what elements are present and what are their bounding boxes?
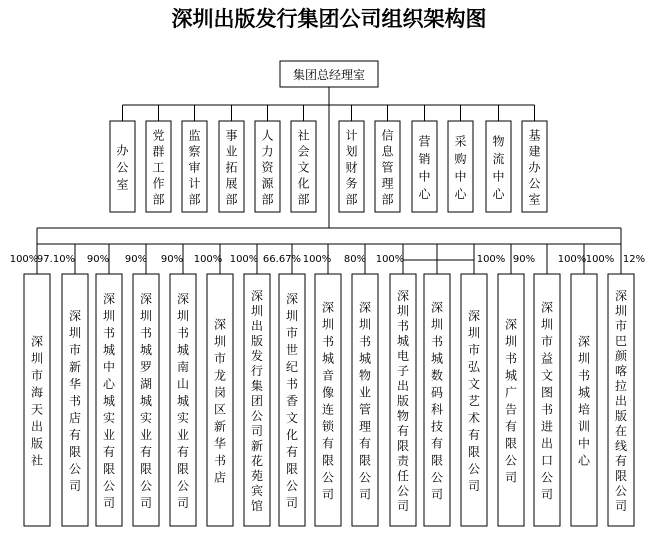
subsidiary-label: 深圳书城音像连锁有限公司 <box>321 300 335 502</box>
subsidiary-label: 深圳书城南山城实业有限公司 <box>176 292 190 510</box>
department-node <box>339 121 364 212</box>
share-label: 97.10% <box>36 254 76 265</box>
share-label: 80% <box>343 254 367 265</box>
share-label: 90% <box>86 254 110 265</box>
department-node <box>412 121 437 212</box>
subsidiary-node <box>62 274 88 526</box>
share-labels <box>10 254 645 265</box>
subsidiary-label: 深圳市益文图书进出口公司 <box>540 300 554 502</box>
subsidiary-node <box>133 274 159 526</box>
department-label: 社会文化部 <box>297 128 310 207</box>
department-node <box>110 121 135 212</box>
department-node <box>182 121 207 212</box>
subsidiary-label: 深圳书城中心城实业有限公司 <box>102 292 116 510</box>
subsidiary-node <box>315 274 341 526</box>
share-label: 90% <box>512 254 536 265</box>
share-label: 66.67% <box>262 254 302 265</box>
root-node <box>280 61 378 87</box>
subsidiary-label: 深圳市弘文艺术有限公司 <box>467 309 481 493</box>
subsidiary-node <box>279 274 305 526</box>
department-label: 办公室 <box>116 143 129 192</box>
subsidiary-label: 深圳书城数码科技有限公司 <box>430 300 444 502</box>
subsidiary-label: 深圳书城广告有限公司 <box>504 317 518 485</box>
department-label: 营销中心 <box>418 134 431 201</box>
department-node <box>486 121 511 212</box>
department-node <box>448 121 473 212</box>
subsidiary-label: 深圳市新华书店有限公司 <box>68 309 82 493</box>
chart-title: 深圳出版发行集团公司组织架构图 <box>171 7 487 31</box>
department-node <box>146 121 171 212</box>
share-label: 12% <box>622 254 646 265</box>
subsidiary-label: 深圳书城罗湖城实业有限公司 <box>139 292 153 510</box>
department-label: 党群工作部 <box>152 128 165 207</box>
share-label: 100% <box>229 254 259 265</box>
department-node <box>522 121 547 212</box>
department-node <box>291 121 316 212</box>
department-label: 人力资源部 <box>261 128 274 207</box>
subsidiary-node <box>96 274 122 526</box>
subsidiary-node <box>571 274 597 526</box>
subsidiary-node <box>352 274 378 526</box>
subsidiary-label: 深圳书城电子出版物有限责任公司 <box>396 289 410 513</box>
subsidiary-node <box>207 274 233 526</box>
share-label: 100% <box>557 254 587 265</box>
share-label: 100% <box>585 254 615 265</box>
share-label: 100% <box>302 254 332 265</box>
share-label: 90% <box>124 254 148 265</box>
subsidiary-node <box>534 274 560 526</box>
subsidiary-label: 深圳出版发行集团公司新花苑宾馆 <box>250 289 264 513</box>
subsidiary-node <box>498 274 524 526</box>
subsidiary-label: 深圳书城培训中心 <box>577 334 591 468</box>
department-label: 基建办公室 <box>528 128 541 207</box>
share-label: 100% <box>9 254 39 265</box>
share-label: 100% <box>193 254 223 265</box>
department-label: 采购中心 <box>454 134 467 201</box>
department-node <box>375 121 400 212</box>
share-label: 100% <box>476 254 506 265</box>
subsidiary-label: 深圳市龙岗区新华书店 <box>213 317 227 485</box>
department-label: 监察审计部 <box>188 128 201 207</box>
subsidiary-node <box>170 274 196 526</box>
subsidiary-node <box>424 274 450 526</box>
subsidiary-node <box>244 274 270 526</box>
root-node-label: 集团总经理室 <box>292 68 366 82</box>
subsidiary-label: 深圳市巴颜喀拉出版在线有限公司 <box>614 289 628 513</box>
share-label: 90% <box>160 254 184 265</box>
subsidiary-node <box>24 274 50 526</box>
department-label: 事业拓展部 <box>225 128 238 207</box>
department-label: 计划财务部 <box>345 128 358 207</box>
subsidiary-label: 深圳市海天出版社 <box>30 334 44 468</box>
subsidiary-label: 深圳市世纪书香文化有限公司 <box>285 292 299 510</box>
subsidiary-row <box>24 274 634 526</box>
subsidiary-node <box>608 274 634 526</box>
department-label: 信息管理部 <box>381 128 394 207</box>
subsidiary-node <box>461 274 487 526</box>
department-node <box>219 121 244 212</box>
subsidiary-label: 深圳书城物业管理有限公司 <box>358 300 372 502</box>
department-node <box>255 121 280 212</box>
share-label: 100% <box>375 254 405 265</box>
department-label: 物流中心 <box>492 134 505 201</box>
subsidiary-node <box>390 274 416 526</box>
